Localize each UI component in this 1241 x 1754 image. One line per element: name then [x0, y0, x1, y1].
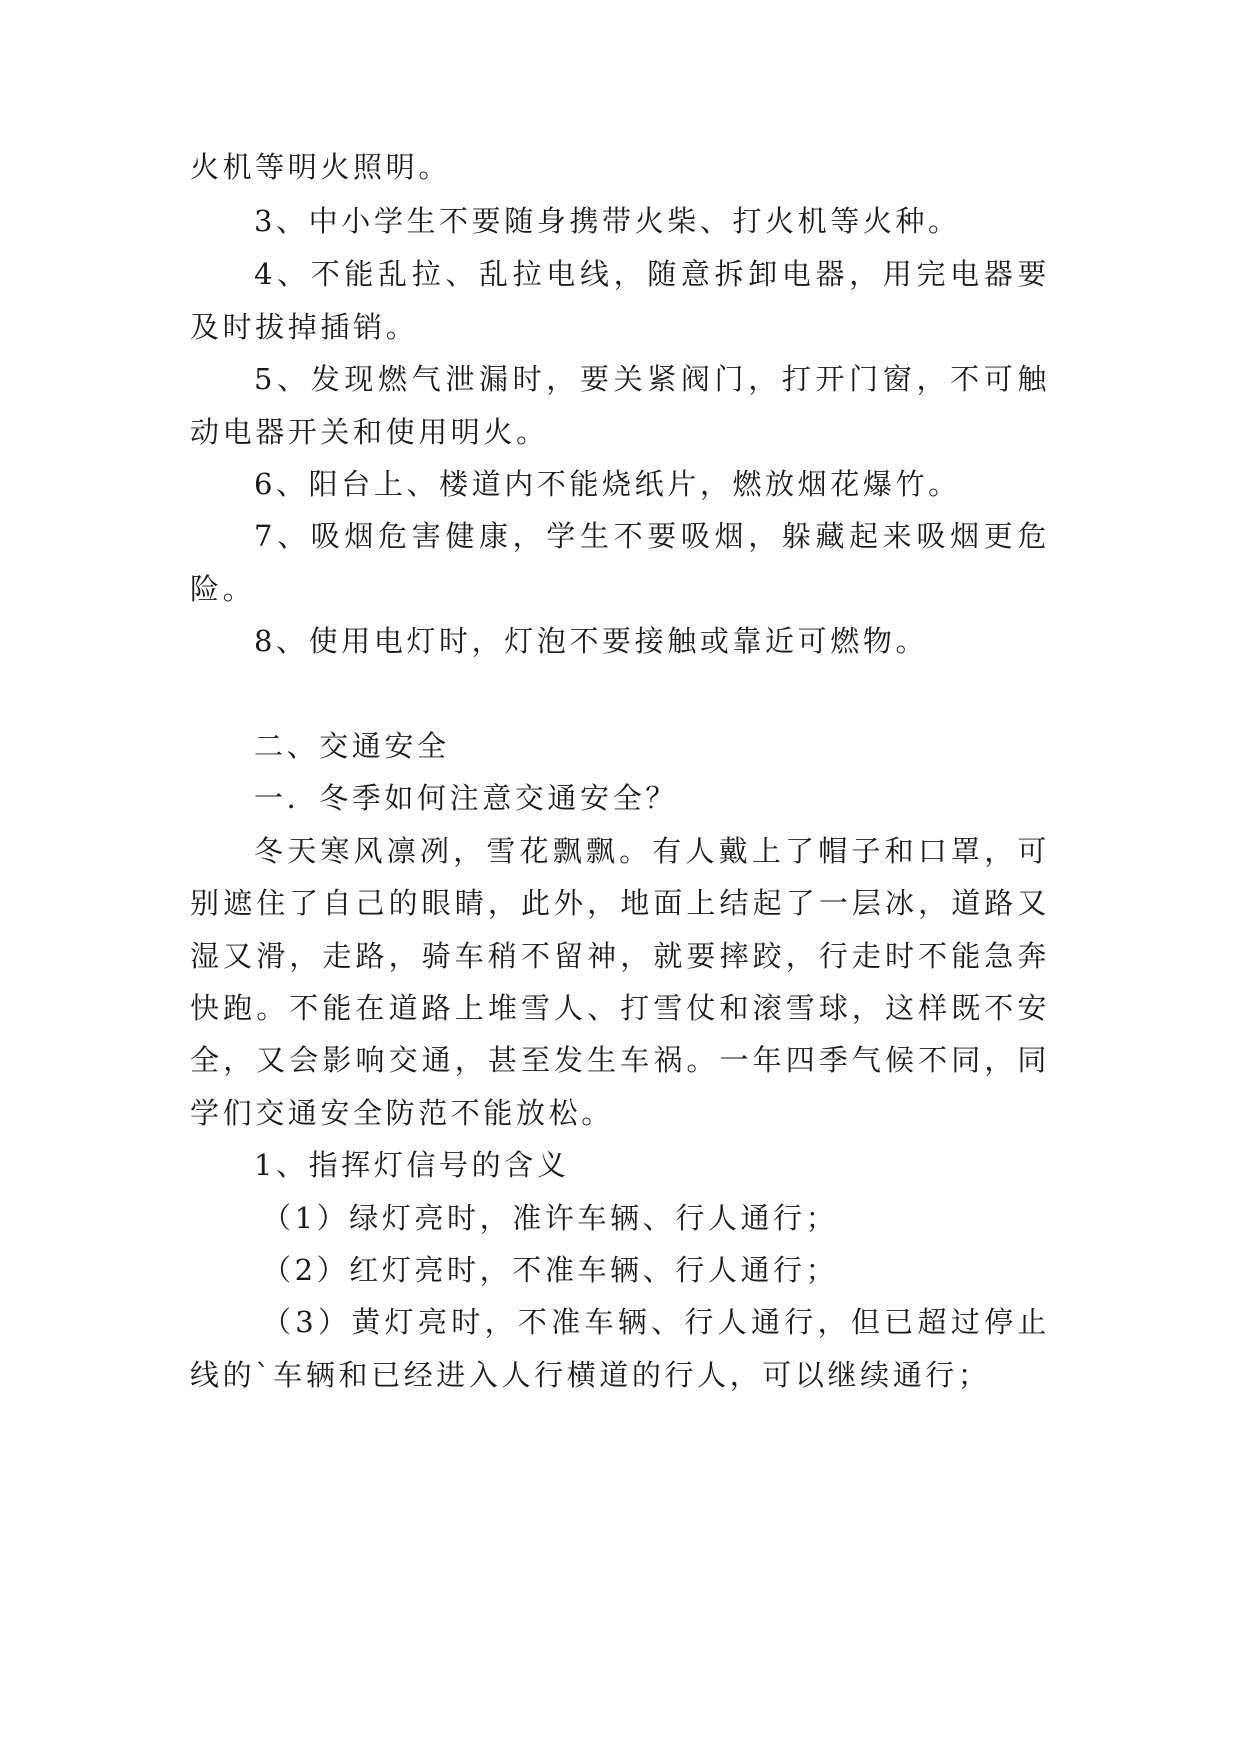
text-line: 8、使用电灯时，灯泡不要接触或靠近可燃物。 [254, 624, 929, 658]
text-line: 7、吸烟危害健康，学生不要吸烟，躲藏起来吸烟更危 [254, 519, 1050, 553]
text-line: 3、中小学生不要随身携带火柴、打火机等火种。 [254, 204, 961, 238]
text-line: 及时拔掉插销。 [190, 310, 419, 344]
section-heading: 二、交通安全 [254, 729, 450, 763]
list-item: （3）黄灯亮时，不准车辆、行人通行，但已超过停止 [262, 1305, 1050, 1339]
text-line: 快跑。不能在道路上堆雪人、打雪仗和滚雪球，这样既不安 [190, 991, 1050, 1025]
text-line: 5、发现燃气泄漏时，要关紧阀门，打开门窗，不可触 [254, 362, 1050, 396]
text-line: 全，又会影响交通，甚至发生车祸。一年四季气候不同，同 [190, 1043, 1050, 1077]
text-line: 线的`车辆和已经进入人行横道的行人，可以继续通行； [190, 1358, 991, 1392]
subsection-heading: 一．冬季如何注意交通安全？ [254, 781, 678, 815]
text-line: 火机等明火照明。 [190, 150, 451, 184]
text-line: 4、不能乱拉、乱拉电线，随意拆卸电器，用完电器要 [254, 257, 1050, 291]
list-item: （1）绿灯亮时，准许车辆、行人通行； [262, 1201, 839, 1235]
text-line: 冬天寒风凛冽，雪花飘飘。有人戴上了帽子和口罩，可 [254, 834, 1050, 868]
text-line: 6、阳台上、楼道内不能烧纸片，燃放烟花爆竹。 [254, 467, 961, 501]
text-line: 险。 [190, 572, 256, 606]
list-item: （2）红灯亮时，不准车辆、行人通行； [262, 1253, 839, 1287]
list-heading: 1、指挥灯信号的含义 [254, 1148, 570, 1182]
text-line: 湿又滑，走路，骑车稍不留神，就要摔跤，行走时不能急奔 [190, 939, 1050, 973]
text-line: 动电器开关和使用明火。 [190, 415, 549, 449]
text-line: 学们交通安全防范不能放松。 [190, 1096, 614, 1130]
text-line: 别遮住了自己的眼睛，此外，地面上结起了一层冰，道路又 [190, 886, 1050, 920]
